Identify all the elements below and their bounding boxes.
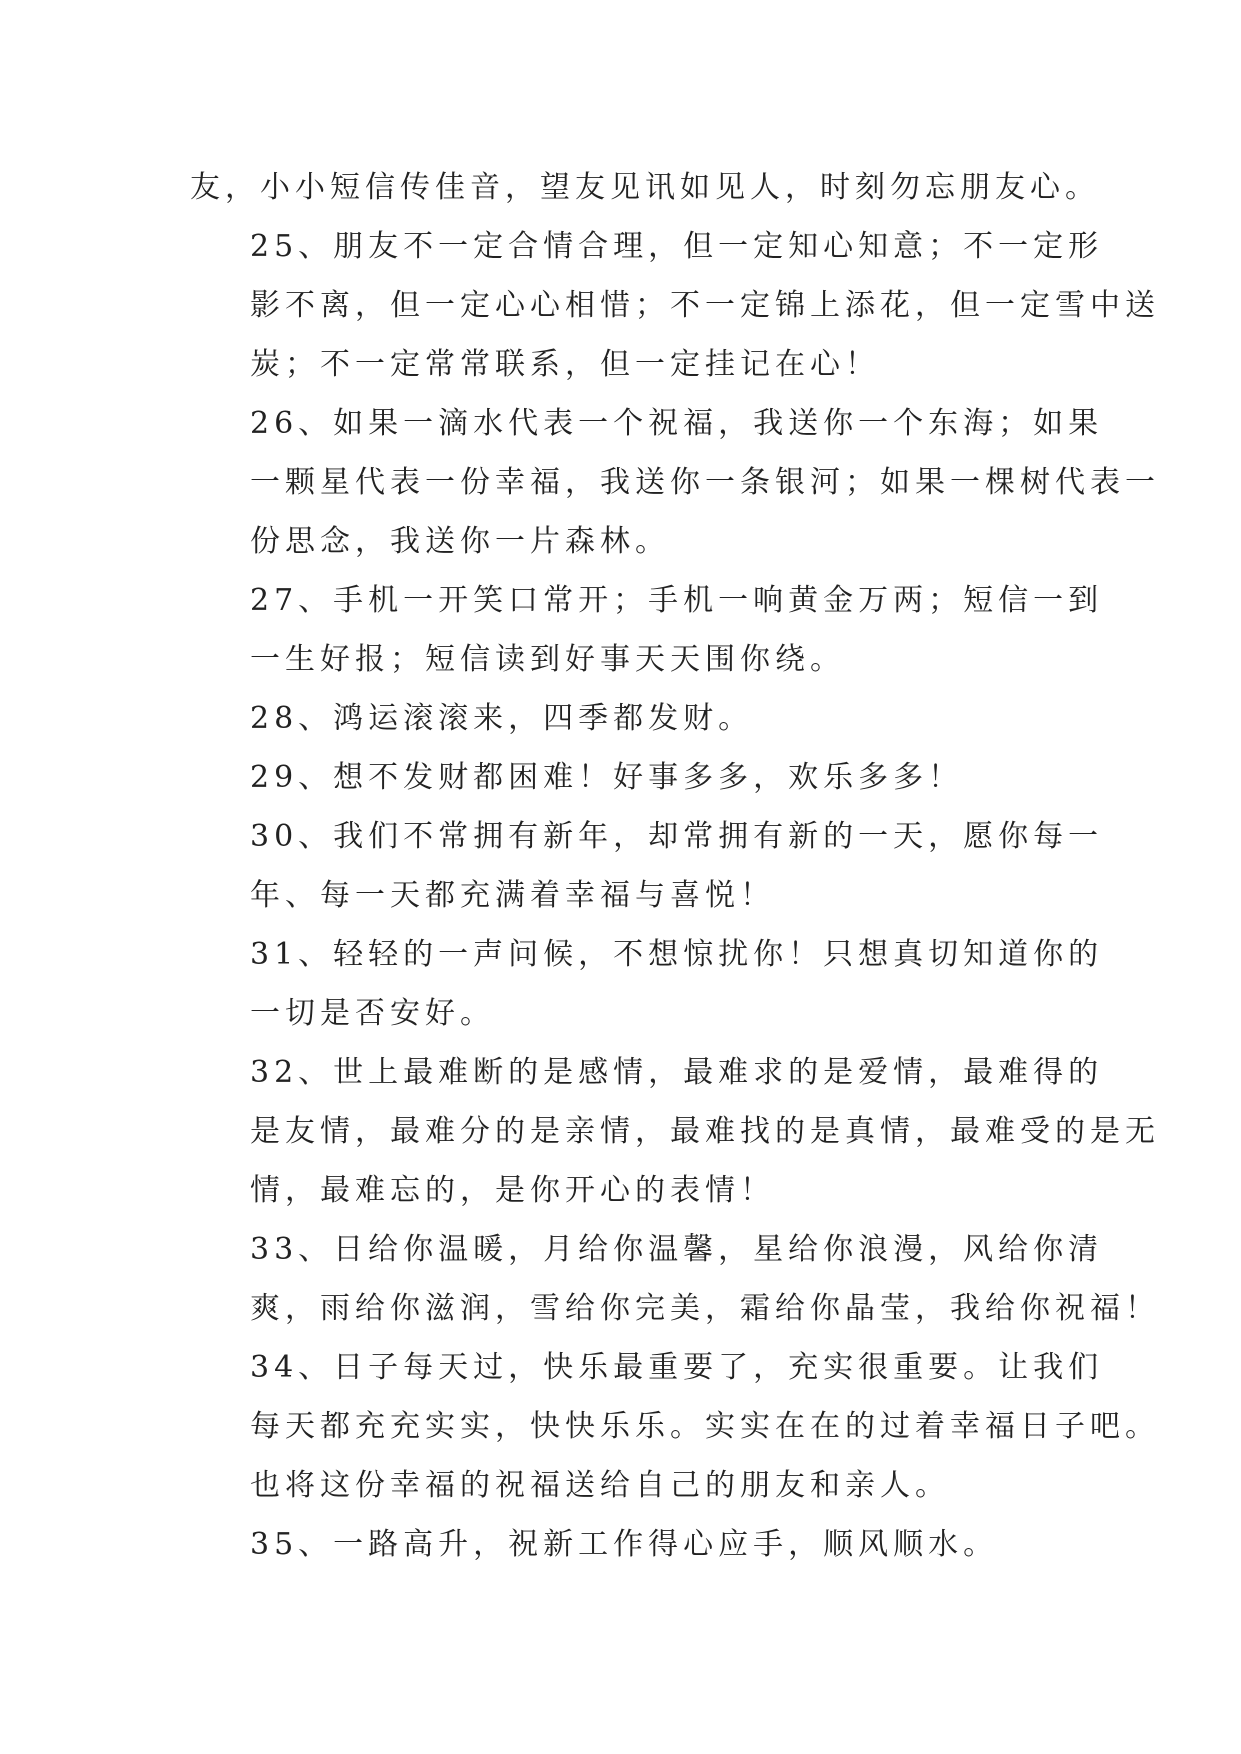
paragraph bbox=[190, 394, 1160, 571]
text-line: 炭；不一定常常联系，但一定挂记在心！ bbox=[250, 347, 880, 382]
text-line: 每天都充充实实，快快乐乐。实实在在的过着幸福日子吧。 bbox=[250, 1409, 1160, 1444]
paragraph bbox=[190, 689, 1070, 748]
text-line: 32、世上最难断的是感情，最难求的是爱情，最难得的 bbox=[250, 1055, 1104, 1090]
text-line: 34、日子每天过，快乐最重要了，充实很重要。让我们 bbox=[250, 1350, 1104, 1385]
text-line: 25、朋友不一定合情合理，但一定知心知意；不一定形 bbox=[250, 229, 1104, 264]
paragraph bbox=[190, 1043, 1160, 1220]
paragraph bbox=[190, 1338, 1160, 1515]
text-line: 爽，雨给你滋润，雪给你完美，霜给你晶莹，我给你祝福！ bbox=[250, 1291, 1160, 1326]
text-line: 28、鸿运滚滚来，四季都发财。 bbox=[250, 701, 754, 736]
text-line: 是友情，最难分的是亲情，最难找的是真情，最难受的是无 bbox=[250, 1114, 1160, 1149]
paragraph bbox=[190, 217, 1160, 394]
text-line: 影不离，但一定心心相惜；不一定锦上添花，但一定雪中送 bbox=[250, 288, 1160, 323]
text-line: 一生好报；短信读到好事天天围你绕。 bbox=[250, 642, 845, 677]
text-line: 友，小小短信传佳音，望友见讯如见人，时刻勿忘朋友心。 bbox=[190, 170, 1100, 205]
text-line: 一切是否安好。 bbox=[250, 996, 495, 1031]
text-line: 26、如果一滴水代表一个祝福，我送你一个东海；如果 bbox=[250, 406, 1104, 441]
text-line: 31、轻轻的一声问候，不想惊扰你！只想真切知道你的 bbox=[250, 937, 1104, 972]
text-line: 年、每一天都充满着幸福与喜悦！ bbox=[250, 878, 775, 913]
paragraph bbox=[190, 571, 1104, 689]
paragraph bbox=[190, 925, 1104, 1043]
text-line: 27、手机一开笑口常开；手机一响黄金万两；短信一到 bbox=[250, 583, 1104, 618]
paragraph bbox=[190, 1515, 1070, 1574]
text-line: 一颗星代表一份幸福，我送你一条银河；如果一棵树代表一 bbox=[250, 465, 1160, 500]
text-line: 30、我们不常拥有新年，却常拥有新的一天，愿你每一 bbox=[250, 819, 1104, 854]
paragraph bbox=[190, 748, 1070, 807]
text-line: 也将这份幸福的祝福送给自己的朋友和亲人。 bbox=[250, 1468, 950, 1503]
text-line: 33、日给你温暖，月给你温馨，星给你浪漫，风给你清 bbox=[250, 1232, 1104, 1267]
text-line: 29、想不发财都困难！好事多多，欢乐多多！ bbox=[250, 760, 964, 795]
paragraph bbox=[190, 158, 1100, 217]
text-line: 份思念，我送你一片森林。 bbox=[250, 524, 670, 559]
paragraph bbox=[190, 1220, 1160, 1338]
paragraph bbox=[190, 807, 1104, 925]
text-line: 35、一路高升，祝新工作得心应手，顺风顺水。 bbox=[250, 1527, 999, 1562]
document-body bbox=[190, 158, 1160, 1574]
text-line: 情，最难忘的，是你开心的表情！ bbox=[250, 1173, 775, 1208]
